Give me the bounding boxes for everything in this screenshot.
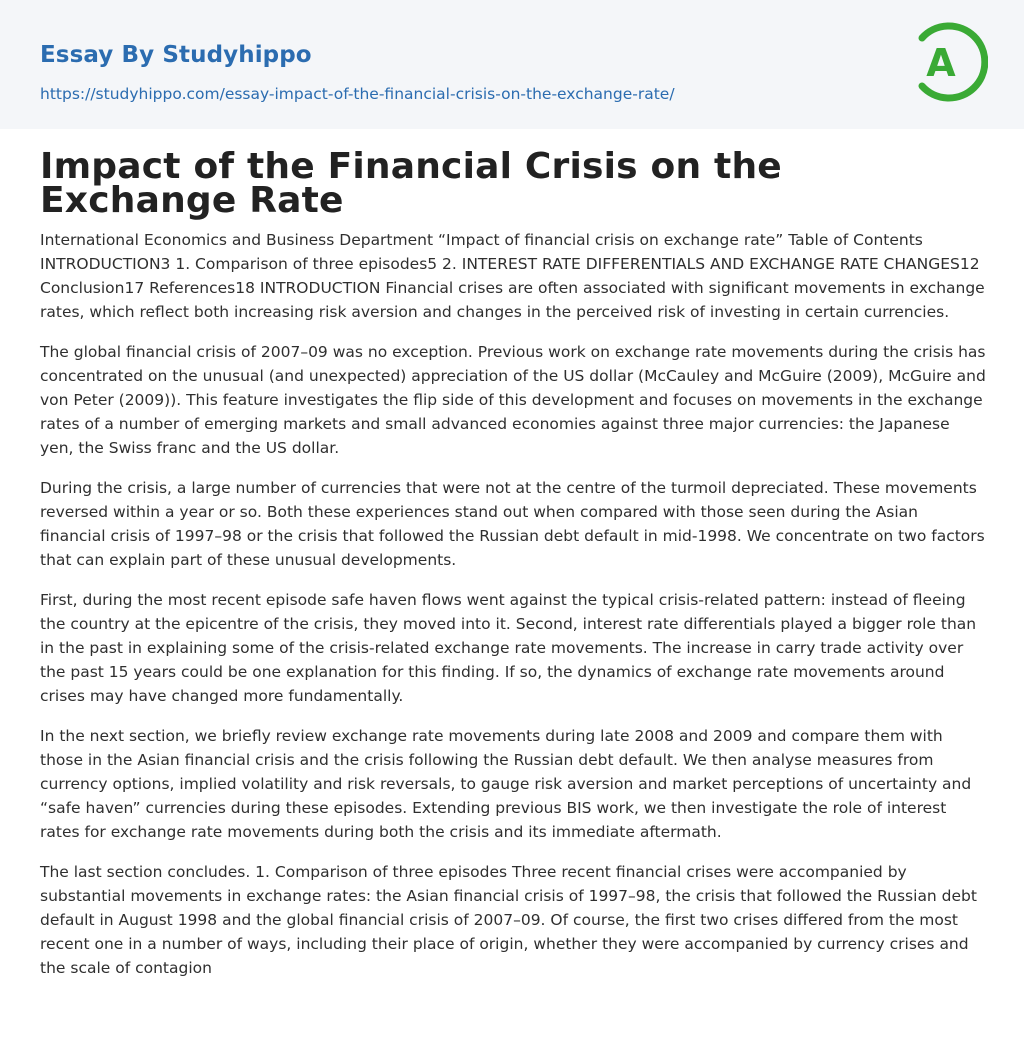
site-brand[interactable]: Essay By Studyhippo [40, 42, 312, 68]
article-paragraph: In the next section, we briefly review exchange rate movements during late 2008 and 2009 and compare them with those in the Asian financial crisis and the crisis following the Russian debt default. We then analyse measures from currency options, implied volatility and risk reversals, to gauge risk aversion and market perceptions of uncertainty and “safe haven” currencies during these episodes. Extending previous BIS work, we then investigate the role of interest rates for exchange rate movements during both the crisis and its immediate aftermath. [40, 727, 972, 841]
logo-letter: A [926, 41, 956, 85]
article [40, 146, 986, 980]
site-header [0, 0, 1024, 129]
article-paragraph: The global financial crisis of 2007–09 was no exception. Previous work on exchange rate movements during the crisis has concentrated on the unusual (and unexpected) appreciation of the US dollar (McCauley and McGuire (2009), McGuire and von Peter (2009)). This feature investigates the flip side of this development and focuses on movements in the exchange rates of a number of emerging markets and small advanced economies against three major currencies: the Japanese yen, the Swiss franc and the US dollar. [40, 343, 986, 457]
article-paragraph: The last section concludes. 1. Comparison of three episodes Three recent financial crises were accompanied by substantial movements in exchange rates: the Asian financial crisis of 1997–98, the crisis that followed the Russian debt default in August 1998 and the global financial crisis of 2007–09. Of course, the first two crises differed from the most recent one in a number of ways, including their place of origin, whether they were accompanied by currency crises and the scale of contagion [40, 863, 977, 977]
letter-a-circle-logo-icon[interactable] [912, 18, 988, 106]
article-paragraph: During the crisis, a large number of currencies that were not at the centre of the turmoil depreciated. These movements reversed within a year or so. Both these experiences stand out when compared with those seen during the Asian financial crisis of 1997–98 or the crisis that followed the Russian debt default in mid-1998. We concentrate on two factors that can explain part of these unusual developments. [40, 479, 985, 569]
article-paragraph: First, during the most recent episode safe haven flows went against the typical crisis-related pattern: instead of fleeing the country at the epicentre of the crisis, they moved into it. Second, interest rate differentials played a bigger role than in the past in explaining some of the crisis-related exchange rate movements. The increase in carry trade activity over the past 15 years could be one explanation for this finding. If so, the dynamics of exchange rate movements around crises may have changed more fundamentally. [40, 591, 977, 705]
source-url-link[interactable]: https://studyhippo.com/essay-impact-of-the-financial-crisis-on-the-exchange-rate/ [40, 85, 675, 103]
page-title: Impact of the Financial Crisis on the Exchange Rate [40, 146, 782, 221]
article-paragraph: International Economics and Business Department “Impact of financial crisis on exchange rate” Table of Contents INTRODUCTION3 1. Comparison of three episodes5 2. INTEREST RATE DIFFERENTIALS AND EXCHANGE RATE CHANGES12 Conclusion17 References18 INTRODUCTION Financial crises are often associated with significant movements in exchange rates, which reflect both increasing risk aversion and changes in the perceived risk of investing in certain currencies. [40, 231, 985, 321]
